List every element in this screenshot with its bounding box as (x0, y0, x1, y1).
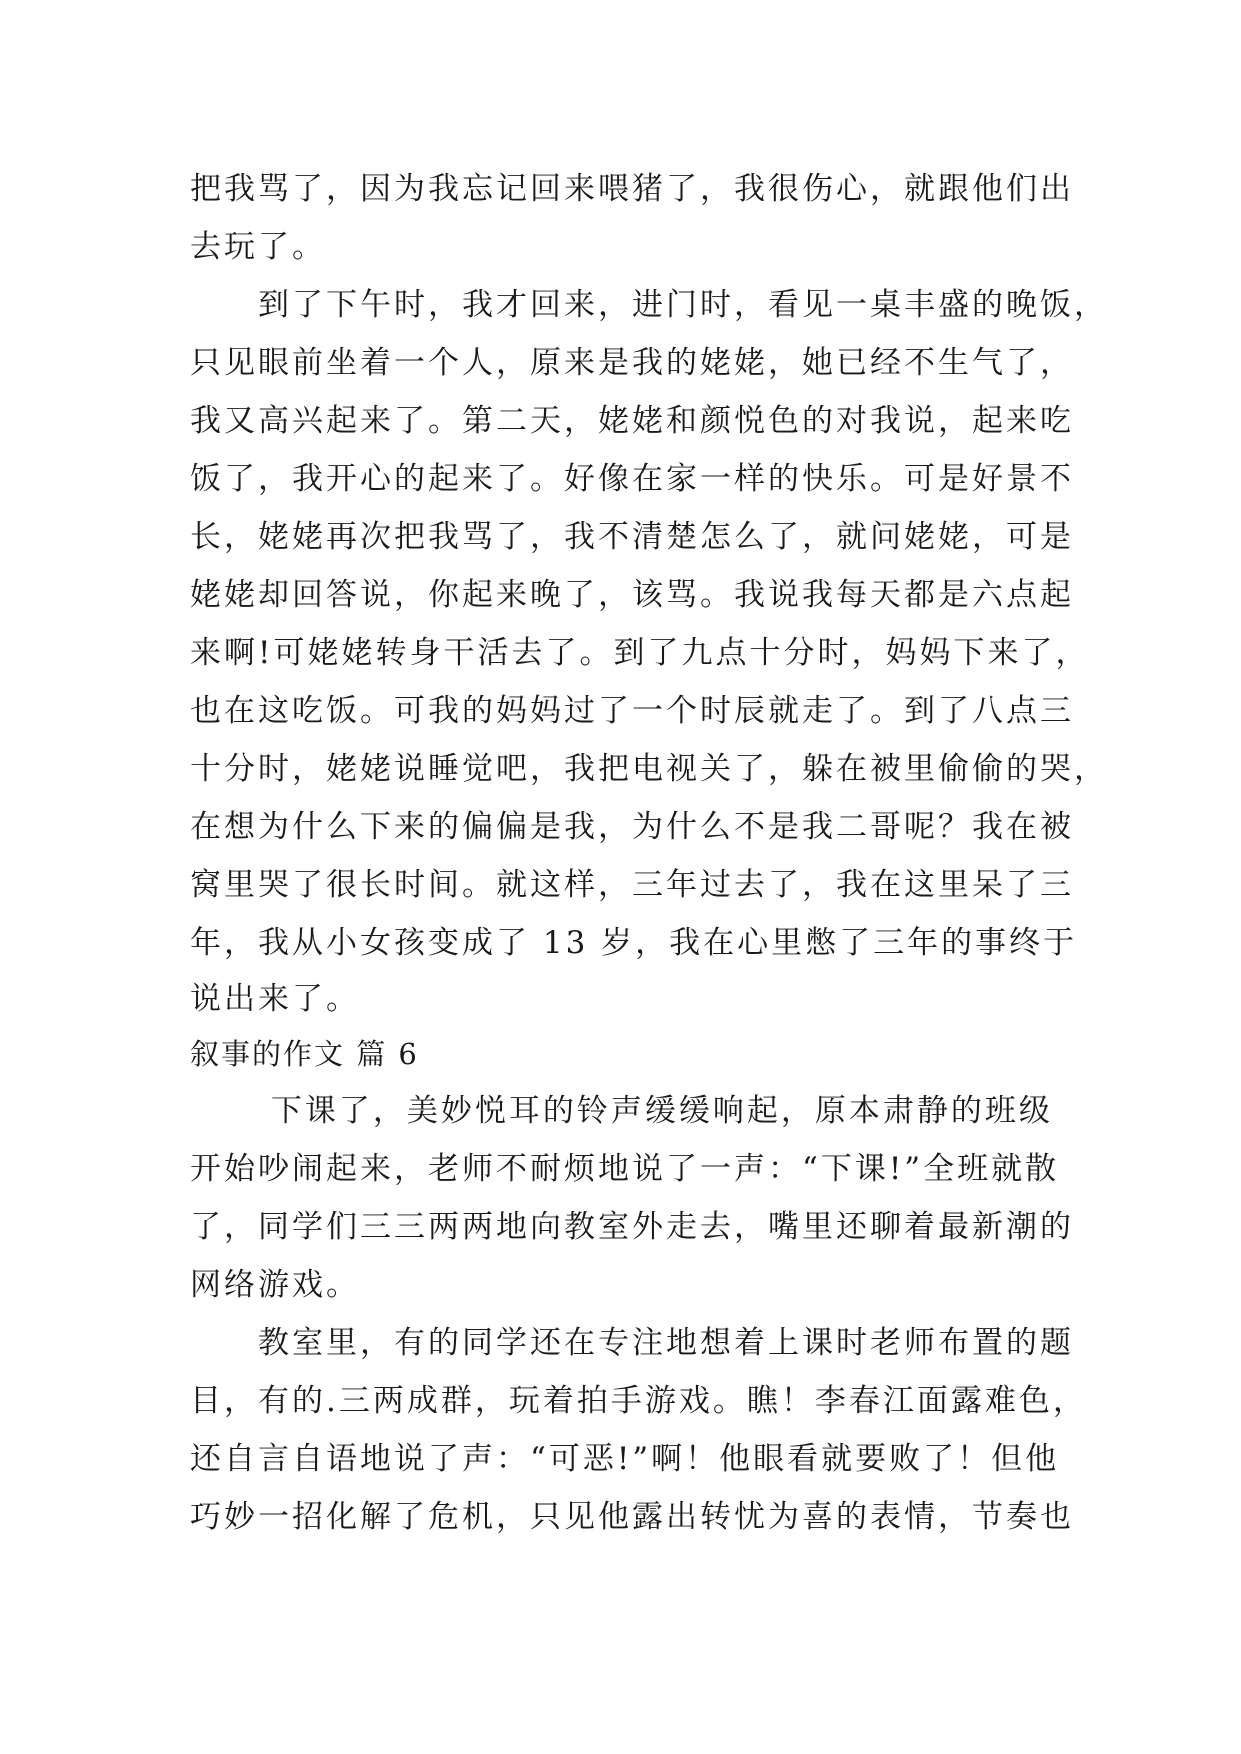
text-line: 了，同学们三三两两地向教室外走去，嘴里还聊着最新潮的 (190, 1209, 1074, 1245)
text-line: 开始吵闹起来，老师不耐烦地说了一声：“下课!”全班就散 (190, 1151, 1060, 1187)
text-line: 巧妙一招化解了危机，只见他露出转忧为喜的表情，节奏也 (190, 1499, 1074, 1535)
text-line: 只见眼前坐着一个人，原来是我的姥姥，她已经不生气了， (190, 345, 1074, 381)
text-line: 网络游戏。 (190, 1267, 360, 1303)
text-line: 饭了，我开心的起来了。好像在家一样的快乐。可是好景不 (190, 461, 1074, 497)
text-line: 把我骂了，因为我忘记回来喂猪了，我很伤心，就跟他们出 (190, 171, 1074, 207)
document-body (190, 160, 1108, 1546)
text-line: 来啊!可姥姥转身干活去了。到了九点十分时，妈妈下来了， (190, 635, 1090, 671)
text-line: 去玩了。 (190, 229, 326, 265)
text-line: 十分时，姥姥说睡觉吧，我把电视关了，躲在被里偷偷的哭， (190, 751, 1108, 787)
text-line: 也在这吃饭。可我的妈妈过了一个时辰就走了。到了八点三 (190, 693, 1074, 729)
text-line: 目，有的.三两成群，玩着拍手游戏。瞧！李春江面露难色， (190, 1383, 1087, 1419)
text-line: 教室里，有的同学还在专注地想着上课时老师布置的题 (190, 1325, 1074, 1361)
text-line: 还自言自语地说了声：“可恶!”啊！他眼看就要败了！但他 (190, 1441, 1060, 1477)
text-line: 下课了，美妙悦耳的铃声缓缓响起，原本肃静的班级 (190, 1093, 1053, 1129)
text-line: 年，我从小女孩变成了 13 岁，我在心里憋了三年的事终于 (190, 925, 1078, 961)
text-line: 长，姥姥再次把我骂了，我不清楚怎么了，就问姥姥，可是 (190, 519, 1074, 555)
text-line: 在想为什么下来的偏偏是我，为什么不是我二哥呢？我在被 (190, 809, 1074, 845)
text-line: 到了下午时，我才回来，进门时，看见一桌丰盛的晚饭， (190, 287, 1108, 323)
section-heading: 叙事的作文 篇 6 (190, 1037, 419, 1071)
text-line: 姥姥却回答说，你起来晚了，该骂。我说我每天都是六点起 (190, 577, 1074, 613)
text-line: 说出来了。 (190, 981, 360, 1017)
text-line: 窝里哭了很长时间。就这样，三年过去了，我在这里呆了三 (190, 867, 1074, 903)
text-line: 我又高兴起来了。第二天，姥姥和颜悦色的对我说，起来吃 (190, 403, 1074, 439)
